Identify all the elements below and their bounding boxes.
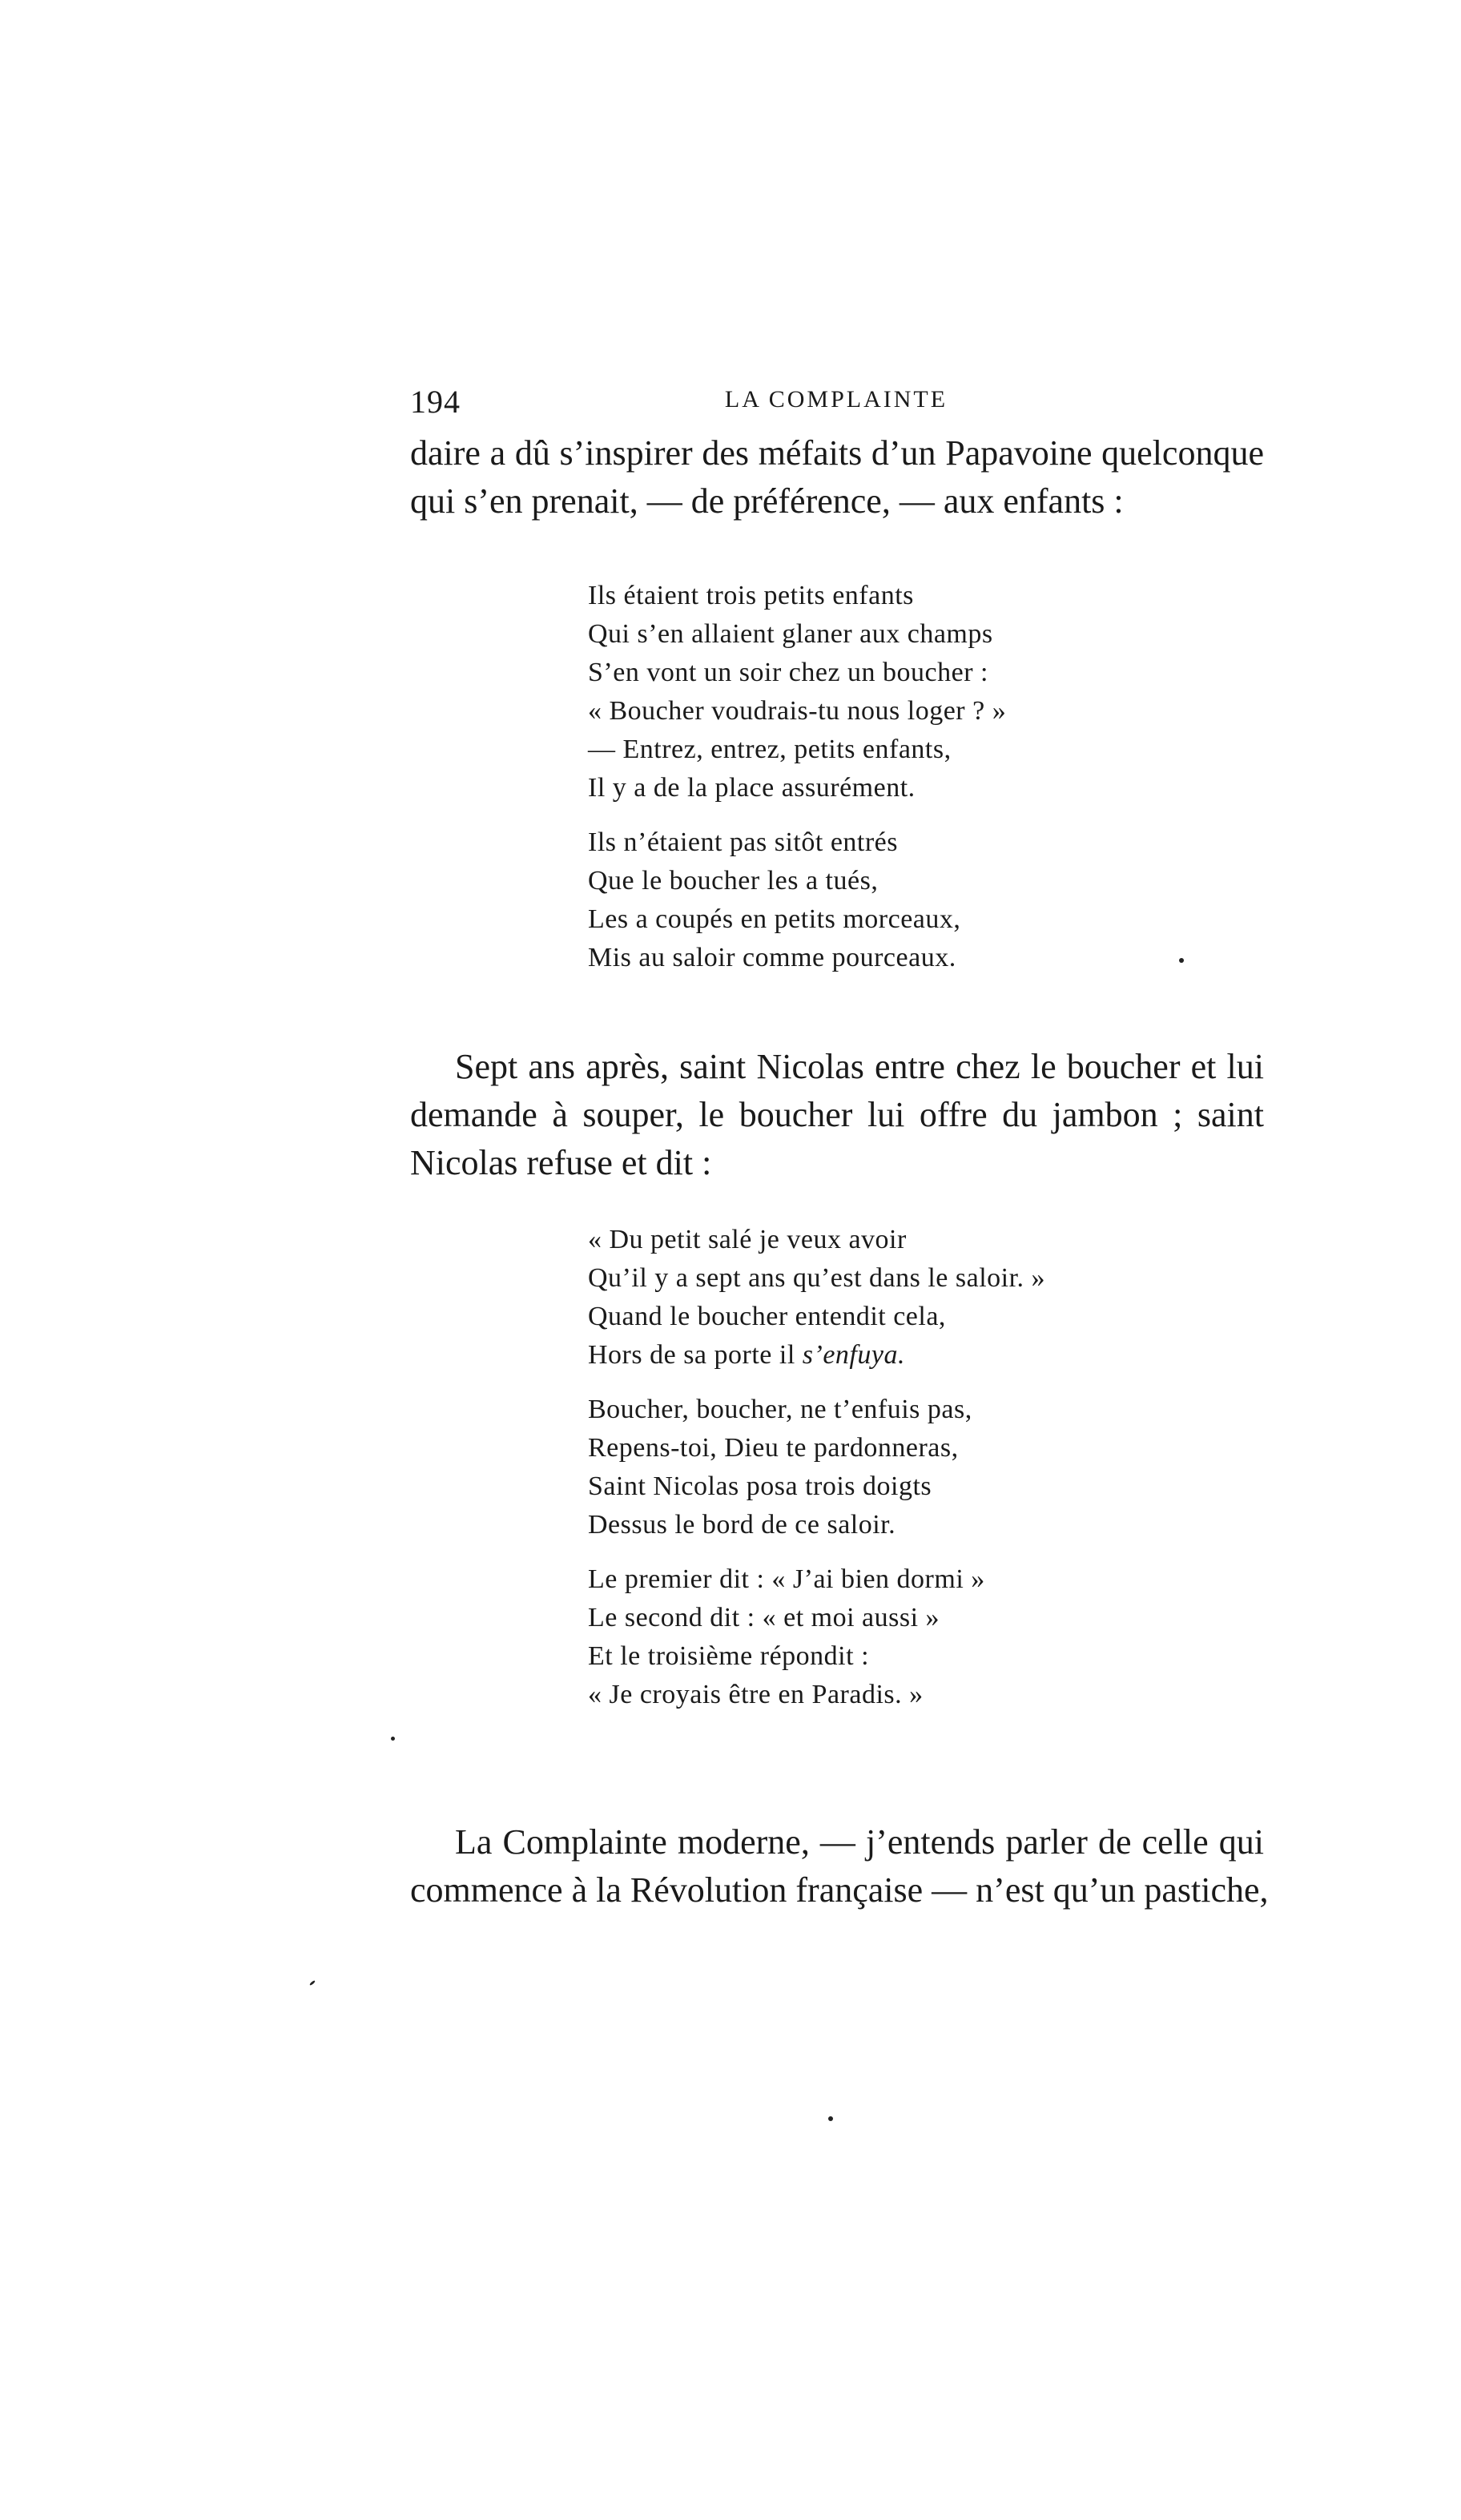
verse-line: Le premier dit : « J’ai bien dormi »: [588, 1564, 985, 1594]
page-header: [410, 383, 1262, 431]
verse-line: Qui s’en allaient glaner aux champs: [588, 619, 993, 649]
stanza: [588, 1391, 1045, 1544]
stanza: [588, 1221, 1045, 1375]
italic-word: s’enfuya.: [802, 1340, 905, 1370]
verse-line: Mis au saloir comme pourceaux.: [588, 943, 956, 972]
verse-line: « Boucher voudrais-tu nous loger ? »: [588, 696, 1007, 726]
text-line: Sept ans après, saint Nicolas entre chez le boucher et lui: [455, 1047, 1264, 1086]
verse-line-prefix: Hors de sa porte il: [588, 1340, 803, 1370]
verse-block-2: [588, 1221, 1045, 1714]
paragraph-3: [410, 1818, 1269, 1914]
verse-line: Boucher, boucher, ne t’enfuis pas,: [588, 1395, 972, 1424]
text-line: commence à la Révolution française — n’est qu’un pastiche,: [410, 1870, 1269, 1910]
verse-line: Et le troisième répondit :: [588, 1641, 870, 1671]
verse-line: — Entrez, entrez, petits enfants,: [588, 735, 952, 764]
paragraph-2: [410, 1043, 1264, 1187]
ink-speck: [309, 1980, 316, 1986]
verse-line: Ils étaient trois petits enfants: [588, 581, 914, 610]
verse-line: « Du petit salé je veux avoir: [588, 1225, 907, 1254]
verse-line: Les a coupés en petits morceaux,: [588, 904, 961, 934]
page-number: 194: [410, 384, 461, 420]
paragraph-1: [410, 429, 1264, 525]
verse-line: Dessus le bord de ce saloir.: [588, 1510, 896, 1540]
stanza: [588, 1560, 1045, 1714]
verse-line: Qu’il y a sept ans qu’est dans le saloir. »: [588, 1263, 1046, 1293]
text-line: demande à souper, le boucher lui offre du jambon ; saint: [410, 1095, 1264, 1134]
verse-line: Le second dit : « et moi aussi »: [588, 1603, 940, 1632]
text-line: daire a dû s’inspirer des méfaits d’un Papavoine quelconque: [410, 433, 1264, 473]
verse-line: Il y a de la place assurément.: [588, 773, 916, 803]
running-head: LA COMPLAINTE: [724, 386, 948, 413]
verse-line: [588, 1336, 1045, 1375]
text-line: Nicolas refuse et dit :: [410, 1143, 712, 1182]
ink-speck: [828, 2116, 833, 2121]
verse-line: S’en vont un soir chez un boucher :: [588, 658, 988, 687]
stanza: [588, 823, 1006, 977]
text-line: qui s’en prenait, — de préférence, — aux enfants :: [410, 481, 1124, 521]
verse-line: Saint Nicolas posa trois doigts: [588, 1471, 932, 1501]
stanza: [588, 577, 1006, 807]
verse-block-1: [588, 577, 1006, 977]
verse-line: Quand le boucher entendit cela,: [588, 1302, 946, 1331]
verse-line: Ils n’étaient pas sitôt entrés: [588, 827, 899, 857]
text-line: La Complainte moderne, — j’entends parler de celle qui: [455, 1822, 1264, 1862]
ink-speck: [1179, 958, 1184, 963]
verse-line: Repens-toi, Dieu te pardonneras,: [588, 1433, 959, 1463]
ink-speck: [391, 1737, 395, 1741]
verse-line: « Je croyais être en Paradis. »: [588, 1680, 924, 1709]
verse-line: Que le boucher les a tués,: [588, 866, 879, 896]
